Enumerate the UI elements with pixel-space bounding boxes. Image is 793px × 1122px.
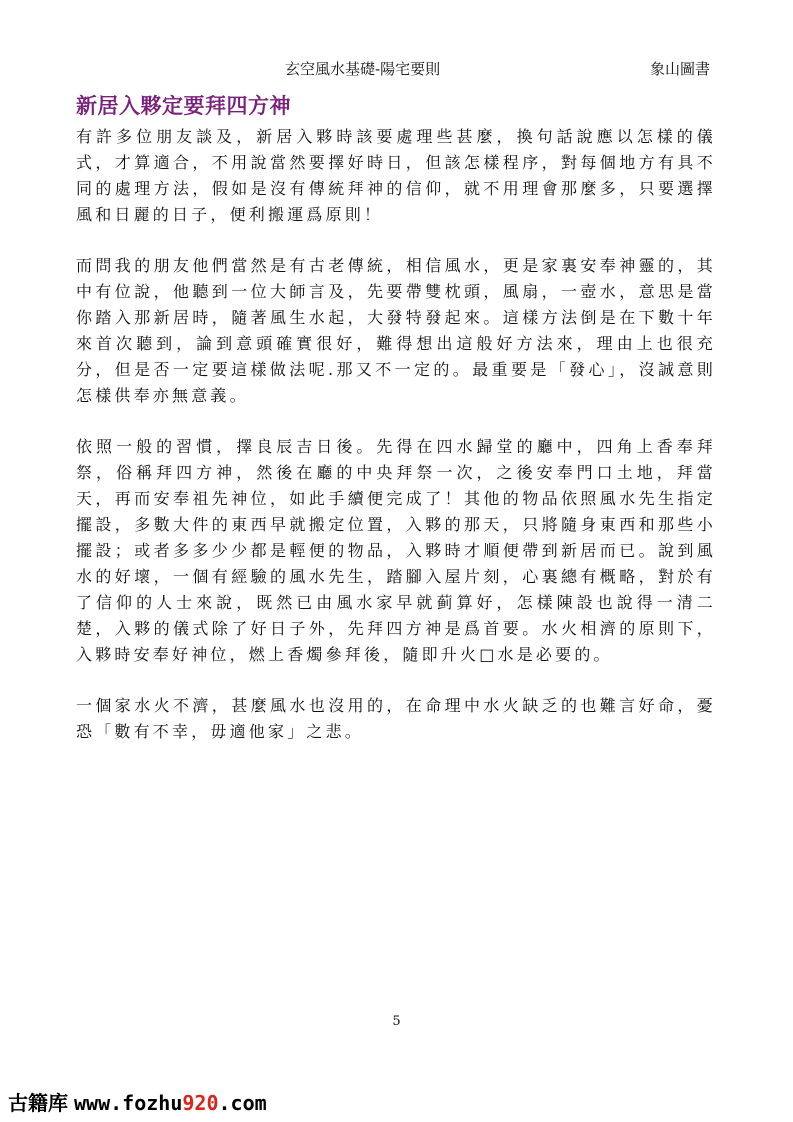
section-heading: 新居入夥定要拜四方神	[76, 94, 291, 118]
article-body	[76, 124, 716, 770]
watermark-url-accent: 920	[182, 1091, 219, 1115]
site-watermark	[8, 1087, 267, 1116]
paragraph-4: 一個家水火不濟，甚麼風水也沒用的，在命理中水火缺乏的也難言好命，憂恐「數有不幸，毋適他家」之悲。	[76, 696, 716, 741]
publisher-name: 象山圖書	[650, 60, 711, 78]
paragraph-2: 而問我的朋友他們當然是有古老傳統，相信風水，更是家裏安奉神靈的，其中有位說，他聽到一位大師言及，先要帶雙枕頭，風扇，一壺水，意思是當你踏入那新居時，隨著風生水起，大發特發起來。這樣方法倒是在下數十年來首次聽到，論到意頭確實很好，難得想出這般好方法來，理由上也很充分，但是否一定要這樣做法呢.那又不一定的。最重要是「發心」，沒誠意則怎樣供奉亦無意義。	[76, 256, 716, 405]
paragraph-3: 依照一般的習慣，擇良辰吉日後。先得在四水歸堂的廳中，四角上香奉拜祭，俗稱拜四方神，然後在廳的中央拜祭一次，之後安奉門口土地，拜當天，再而安奉祖先神位，如此手續便完成了！其他的物品依照風水先生指定擺設，多數大件的東西早就搬定位置，入夥的那天，只將隨身東西和那些小擺設；或者多多少少都是輕便的物品，入夥時才順便帶到新居而已。說到風水的好壞，一個有經驗的風水先生，踏腳入屋片刻，心裏總有概略，對於有了信仰的人士來說，既然已由風水家早就蓟算好，怎樣陳設也說得一清二楚，入夥的儀式除了好日子外，先拜四方神是爲首要。水火相濟的原則下，入夥時安奉好神位，燃上香燭參拜後，隨即升火□水是必要的。	[76, 437, 716, 664]
watermark-name: 古籍库	[8, 1091, 68, 1115]
watermark-url-suffix: .com	[218, 1091, 267, 1115]
page-header	[0, 58, 793, 82]
paragraph-1: 有許多位朋友談及，新居入夥時該要處理些甚麼，換句話說應以怎樣的儀式，才算適合，不用說當然要擇好時日，但該怎樣程序，對每個地方有具不同的處理方法，假如是沒有傳統拜神的信仰，就不用理會那麼多，只要選擇風和日麗的日子，便利搬運爲原則！	[76, 127, 716, 224]
page-number: 5	[392, 1014, 401, 1029]
book-title: 玄空風水基礎-陽宅要則	[285, 60, 441, 78]
watermark-url-prefix: www.fozhu	[74, 1091, 183, 1115]
